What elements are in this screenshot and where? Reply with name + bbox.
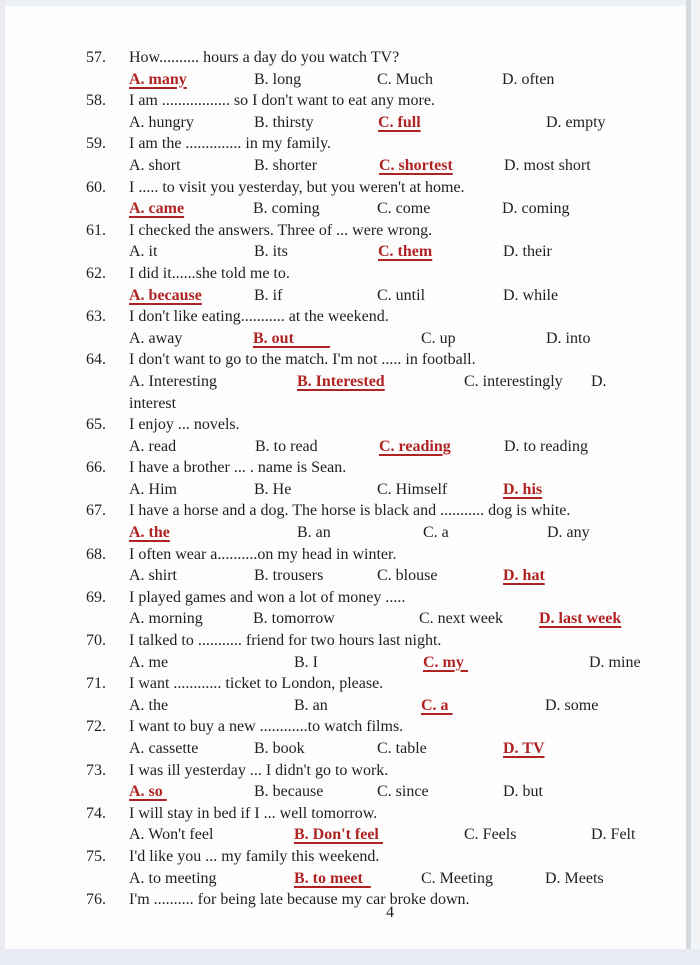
answer-options bbox=[129, 198, 700, 220]
answer-option: B. an bbox=[297, 524, 331, 542]
answer-option: C. Meeting bbox=[421, 869, 493, 887]
photo-edge-top bbox=[0, 0, 700, 6]
answer-option: D. but bbox=[503, 783, 543, 801]
question-line bbox=[0, 220, 700, 242]
correct-answer-option: D. hat bbox=[503, 567, 545, 585]
question-row bbox=[0, 673, 700, 716]
answer-option: A. short bbox=[129, 156, 181, 174]
question-line bbox=[0, 544, 700, 566]
question-number: 61. bbox=[86, 221, 106, 239]
question-number: 62. bbox=[86, 264, 106, 282]
question-text: I ..... to visit you yesterday, but you weren't at home. bbox=[129, 178, 465, 196]
question-line bbox=[0, 846, 700, 868]
answer-option: D. while bbox=[503, 286, 559, 304]
answer-option: C. until bbox=[377, 286, 426, 304]
page-number: 4 bbox=[386, 904, 394, 921]
answer-option: C. blouse bbox=[377, 567, 438, 585]
question-row bbox=[0, 760, 700, 803]
answer-options bbox=[129, 112, 700, 134]
answer-options bbox=[129, 695, 700, 717]
question-number: 60. bbox=[86, 178, 106, 196]
question-line bbox=[0, 889, 700, 911]
answer-option: A. read bbox=[129, 437, 177, 455]
answer-options bbox=[129, 824, 700, 846]
question-number: 57. bbox=[86, 49, 106, 66]
answer-option: C. Feels bbox=[464, 826, 517, 844]
question-number: 70. bbox=[86, 632, 106, 650]
photo-edge-bottom bbox=[0, 949, 700, 965]
answer-option: C. come bbox=[377, 200, 431, 218]
question-text: I have a horse and a dog. The horse is black and ........... dog is white. bbox=[129, 502, 571, 520]
question-line bbox=[0, 349, 700, 371]
answer-option: A. the bbox=[129, 696, 169, 714]
answer-options bbox=[129, 565, 700, 587]
answer-option: A. shirt bbox=[129, 567, 177, 585]
question-row bbox=[0, 349, 700, 414]
question-number: 67. bbox=[86, 502, 106, 520]
question-row bbox=[0, 587, 700, 630]
answer-option: B. I bbox=[294, 653, 318, 671]
answer-options bbox=[129, 436, 700, 458]
question-row bbox=[0, 177, 700, 220]
question-line bbox=[0, 133, 700, 155]
question-line bbox=[0, 306, 700, 328]
correct-answer-option: C. shortest bbox=[379, 156, 453, 174]
question-text: I enjoy ... novels. bbox=[129, 416, 240, 434]
answer-options bbox=[129, 371, 700, 393]
correct-answer-option: B. out bbox=[253, 329, 330, 347]
question-number: 74. bbox=[86, 804, 106, 822]
question-row bbox=[0, 500, 700, 543]
answer-option: D. their bbox=[503, 243, 552, 261]
question-number: 64. bbox=[86, 351, 106, 369]
question-number: 59. bbox=[86, 135, 106, 153]
question-row bbox=[0, 90, 700, 133]
question-text: I have a brother ... . name is Sean. bbox=[129, 459, 347, 477]
answer-option: C. up bbox=[421, 329, 456, 347]
answer-option: A. morning bbox=[129, 610, 203, 628]
answer-option: B. shorter bbox=[254, 156, 318, 174]
answer-option: B. an bbox=[294, 696, 328, 714]
correct-answer-option: C. them bbox=[378, 243, 433, 261]
answer-options bbox=[129, 868, 700, 890]
answer-option: D. most short bbox=[504, 156, 591, 174]
answer-option: B. because bbox=[254, 783, 324, 801]
question-line bbox=[0, 500, 700, 522]
correct-answer-option: B. Interested bbox=[297, 372, 385, 390]
question-text: I often wear a..........on my head in winter. bbox=[129, 545, 397, 563]
question-text: I'd like you ... my family this weekend. bbox=[129, 847, 380, 865]
question-line bbox=[0, 47, 700, 69]
question-row bbox=[0, 306, 700, 349]
question-row bbox=[0, 803, 700, 846]
question-number: 66. bbox=[86, 459, 106, 477]
correct-answer-option: C. full bbox=[378, 113, 421, 131]
question-text: I am the .............. in my family. bbox=[129, 135, 332, 153]
question-number: 71. bbox=[86, 675, 106, 693]
question-text: I played games and won a lot of money ..... bbox=[129, 588, 406, 606]
answer-option: A. to meeting bbox=[129, 869, 217, 887]
answer-options bbox=[129, 479, 700, 501]
question-text: I did it......she told me to. bbox=[129, 264, 290, 282]
question-text: I am ................. so I don't want to eat any more. bbox=[129, 92, 435, 110]
question-number: 73. bbox=[86, 761, 106, 779]
question-row bbox=[0, 889, 700, 911]
correct-answer-option: A. came bbox=[129, 200, 185, 218]
answer-option: D. any bbox=[547, 524, 590, 542]
correct-answer-option: D. TV bbox=[503, 740, 545, 757]
question-number: 58. bbox=[86, 92, 106, 110]
question-row bbox=[0, 220, 700, 263]
answer-option: A. me bbox=[129, 653, 169, 671]
question-row bbox=[0, 47, 700, 90]
question-line bbox=[0, 263, 700, 285]
answer-option: B. thirsty bbox=[254, 113, 314, 131]
correct-answer-option: A. because bbox=[129, 286, 202, 304]
question-line bbox=[0, 414, 700, 436]
question-line bbox=[0, 760, 700, 782]
answer-option: B. long bbox=[254, 70, 302, 88]
question-row bbox=[0, 263, 700, 306]
answer-option: C. table bbox=[377, 740, 427, 757]
answer-option: A. away bbox=[129, 329, 183, 347]
answer-option: A. Won't feel bbox=[129, 826, 214, 844]
answer-option: B. tomorrow bbox=[253, 610, 335, 628]
answer-option: D. often bbox=[502, 70, 555, 88]
answer-option: C. interestingly bbox=[464, 372, 563, 390]
correct-answer-option: B. Don't feel bbox=[294, 826, 383, 844]
correct-answer-option: D. last week bbox=[539, 610, 622, 628]
answer-options bbox=[129, 522, 700, 544]
question-text: I checked the answers. Three of ... were wrong. bbox=[129, 221, 433, 239]
answer-option: D. empty bbox=[546, 113, 606, 131]
question-line bbox=[0, 457, 700, 479]
answer-options bbox=[129, 652, 700, 674]
question-text: How.......... hours a day do you watch TV? bbox=[129, 49, 400, 66]
correct-answer-option: C. a bbox=[421, 696, 453, 714]
question-line bbox=[0, 673, 700, 695]
answer-option: A. hungry bbox=[129, 113, 194, 131]
answer-option: D. into bbox=[546, 329, 591, 347]
question-line bbox=[0, 630, 700, 652]
question-line bbox=[0, 177, 700, 199]
question-text: I'm .......... for being late because my car broke down. bbox=[129, 891, 470, 909]
question-row bbox=[0, 544, 700, 587]
correct-answer-option: D. his bbox=[503, 480, 543, 498]
questions-list bbox=[0, 47, 700, 911]
question-row bbox=[0, 414, 700, 457]
answer-option: C. a bbox=[423, 524, 449, 542]
question-line bbox=[0, 716, 700, 738]
answer-option: D. coming bbox=[502, 200, 570, 218]
answer-option: A. cassette bbox=[129, 740, 199, 757]
answer-option: C. next week bbox=[419, 610, 503, 628]
answer-option: C. since bbox=[377, 783, 429, 801]
answer-option: D. Meets bbox=[545, 869, 604, 887]
question-text: I want to buy a new ............to watch films. bbox=[129, 718, 404, 736]
correct-answer-option: A. the bbox=[129, 524, 170, 542]
question-number: 65. bbox=[86, 416, 106, 434]
option-continuation: interest bbox=[129, 394, 177, 412]
question-row bbox=[0, 457, 700, 500]
question-line bbox=[0, 587, 700, 609]
answer-option: A. Interesting bbox=[129, 372, 217, 390]
answer-options bbox=[129, 155, 700, 177]
answer-option: B. to read bbox=[255, 437, 318, 455]
answer-options bbox=[129, 328, 700, 350]
answer-option: C. Himself bbox=[377, 480, 448, 498]
answer-options bbox=[129, 241, 700, 263]
answer-option: B. He bbox=[254, 480, 292, 498]
answer-option: B. its bbox=[254, 243, 288, 261]
question-line bbox=[0, 90, 700, 112]
answer-options bbox=[129, 285, 700, 307]
answer-options bbox=[129, 69, 700, 91]
question-text: I don't like eating........... at the weekend. bbox=[129, 308, 389, 326]
question-text: I will stay in bed if I ... well tomorrow. bbox=[129, 804, 378, 822]
question-row bbox=[0, 846, 700, 889]
question-number: 72. bbox=[86, 718, 106, 736]
answer-option: B. if bbox=[254, 286, 283, 304]
question-text: I was ill yesterday ... I didn't go to work. bbox=[129, 761, 389, 779]
answer-option: D. mine bbox=[589, 653, 641, 671]
answer-option: B. book bbox=[254, 740, 305, 757]
question-number: 63. bbox=[86, 308, 106, 326]
question-number: 69. bbox=[86, 588, 106, 606]
question-line bbox=[0, 803, 700, 825]
question-text: I talked to ........... friend for two hours last night. bbox=[129, 632, 442, 650]
answer-option: C. Much bbox=[377, 70, 433, 88]
answer-options bbox=[129, 781, 700, 803]
question-row bbox=[0, 716, 700, 759]
question-number: 75. bbox=[86, 847, 106, 865]
question-text: I want ............ ticket to London, please. bbox=[129, 675, 384, 693]
correct-answer-option: C. reading bbox=[379, 437, 451, 455]
question-text: I don't want to go to the match. I'm not ..... in football. bbox=[129, 351, 476, 369]
question-row bbox=[0, 630, 700, 673]
answer-option: B. coming bbox=[253, 200, 320, 218]
question-number: 68. bbox=[86, 545, 106, 563]
answer-option: A. it bbox=[129, 243, 158, 261]
correct-answer-option: C. my bbox=[423, 653, 468, 671]
question-row bbox=[0, 133, 700, 176]
answer-option: D. some bbox=[545, 696, 599, 714]
correct-answer-option: A. so bbox=[129, 783, 167, 801]
answer-option: B. trousers bbox=[254, 567, 324, 585]
answer-option: D. Felt bbox=[591, 826, 636, 844]
answer-options bbox=[129, 608, 700, 630]
question-number: 76. bbox=[86, 891, 106, 909]
correct-answer-option: A. many bbox=[129, 70, 187, 88]
answer-option: A. Him bbox=[129, 480, 177, 498]
answer-option: D. to reading bbox=[504, 437, 588, 455]
answer-option: D. bbox=[591, 372, 607, 390]
answer-options bbox=[129, 738, 700, 760]
correct-answer-option: B. to meet bbox=[294, 869, 371, 887]
